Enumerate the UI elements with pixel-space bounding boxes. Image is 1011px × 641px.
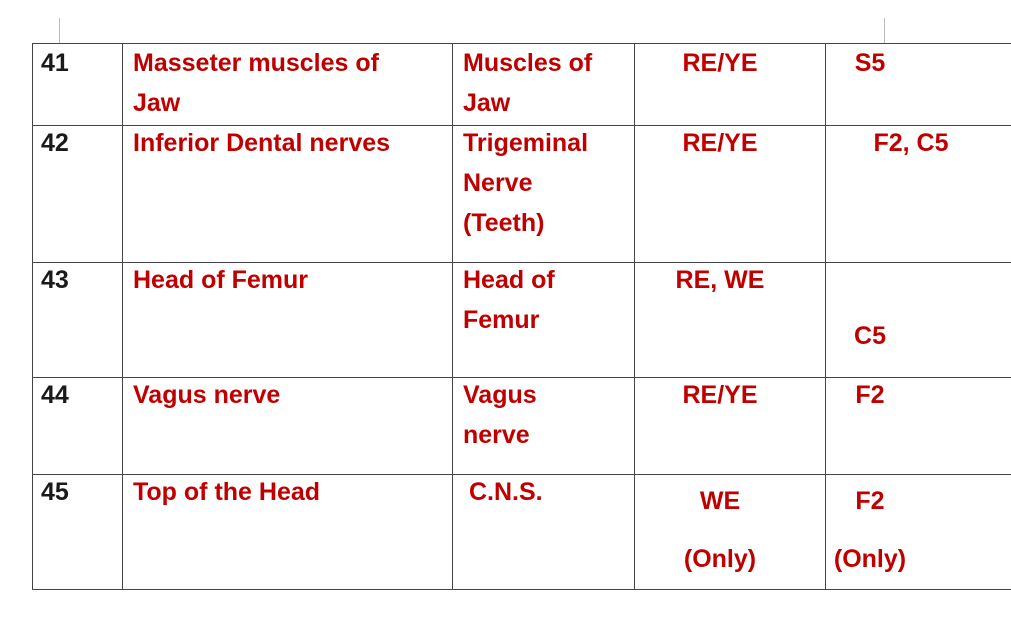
cell-line: Trigeminal xyxy=(463,129,589,157)
cell-line: Masseter muscles of xyxy=(133,49,379,77)
location-cell xyxy=(133,43,379,123)
cell-line: Head of Femur xyxy=(133,266,309,294)
cell-line: C.N.S. xyxy=(469,478,543,506)
cell-line: S5 xyxy=(854,49,886,77)
column-divider xyxy=(32,43,33,590)
row-number: 41 xyxy=(41,49,69,77)
row-number: 45 xyxy=(41,478,69,506)
location-cell xyxy=(133,123,390,163)
relates-cell xyxy=(469,472,543,512)
cell-line: Jaw xyxy=(133,89,181,117)
relates-cell xyxy=(463,375,537,455)
cell-line: Nerve xyxy=(463,169,533,197)
row-divider xyxy=(32,589,1011,590)
cell-line: Muscles of xyxy=(463,49,593,77)
data-table xyxy=(32,43,1011,590)
code-cell xyxy=(825,316,915,356)
energy-cell xyxy=(634,123,806,163)
row-number: 44 xyxy=(41,381,69,409)
cell-line: Head of xyxy=(463,266,555,294)
cell-line: F2 xyxy=(855,487,885,515)
cell-line: RE/YE xyxy=(682,49,758,77)
cell-line: F2 xyxy=(855,381,885,409)
row-number: 42 xyxy=(41,129,69,157)
relates-cell xyxy=(463,123,588,243)
cell-line: C5 xyxy=(854,322,886,350)
cell-line: Top of the Head xyxy=(133,478,321,506)
cell-line: RE/YE xyxy=(682,129,758,157)
relates-cell xyxy=(463,43,592,123)
energy-cell xyxy=(634,472,806,588)
ruler-guide-left xyxy=(59,18,60,44)
energy-cell xyxy=(634,43,806,83)
code-cell xyxy=(825,375,915,415)
cell-line: (Teeth) xyxy=(463,209,545,237)
energy-cell xyxy=(634,260,806,300)
cell-line: WE xyxy=(699,487,741,515)
column-divider xyxy=(452,43,453,590)
location-cell xyxy=(133,260,308,300)
cell-line: F2, C5 xyxy=(873,129,949,157)
cell-line: Femur xyxy=(463,306,540,334)
cell-line: RE/YE xyxy=(682,381,758,409)
cell-line: Inferior Dental nerves xyxy=(133,129,391,157)
cell-line: Vagus nerve xyxy=(133,381,281,409)
cell-line: RE, WE xyxy=(675,266,765,294)
code-cell xyxy=(825,43,915,83)
cell-line: nerve xyxy=(463,421,530,449)
energy-cell xyxy=(634,375,806,415)
location-cell xyxy=(133,375,280,415)
cell-line: Vagus xyxy=(463,381,537,409)
location-cell xyxy=(133,472,320,512)
code-cell xyxy=(825,472,915,588)
row-number: 43 xyxy=(41,266,69,294)
relates-cell xyxy=(463,260,555,340)
code-cell xyxy=(825,123,997,163)
cell-line: (Only) xyxy=(683,545,757,573)
column-divider xyxy=(122,43,123,590)
cell-line: Jaw xyxy=(463,89,511,117)
ruler-guide-right xyxy=(884,18,885,44)
cell-line: (Only) xyxy=(833,545,907,573)
